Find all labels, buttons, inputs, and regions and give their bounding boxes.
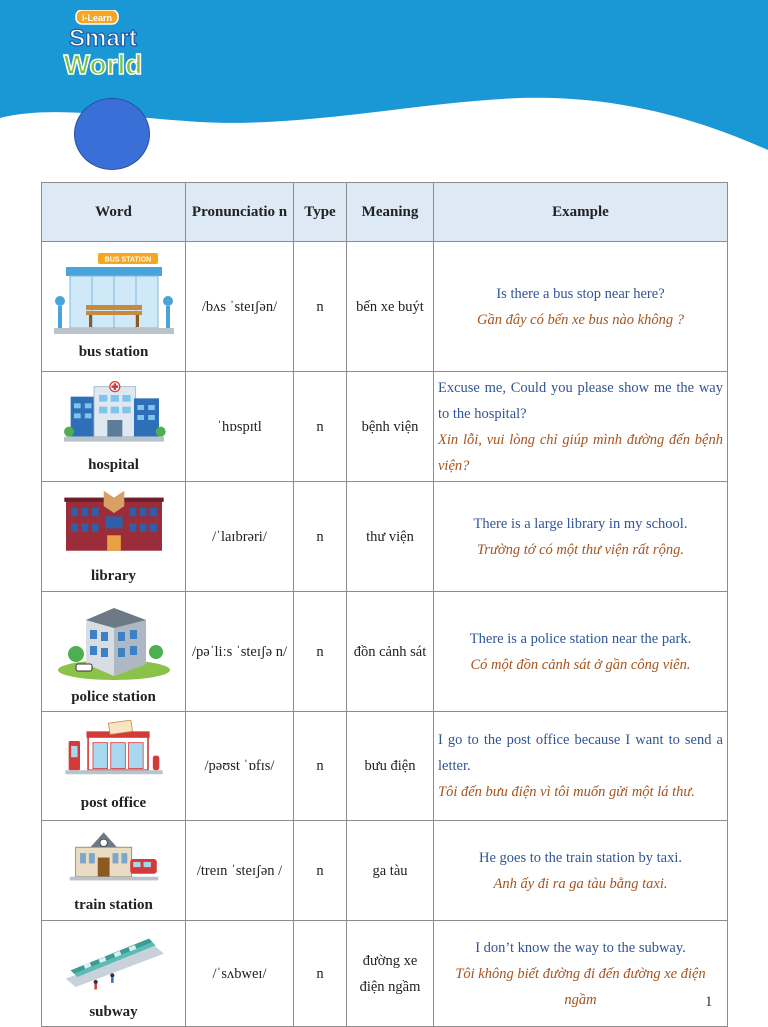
police-station-image	[52, 598, 176, 682]
header-word: Word	[42, 183, 186, 242]
example-cell	[434, 482, 728, 592]
word-label: library	[91, 567, 136, 584]
type-cell: n	[294, 242, 347, 372]
header-meaning: Meaning	[347, 183, 434, 242]
example-english: I don’t know the way to the subway.	[475, 939, 686, 956]
svg-text:World: World	[63, 49, 143, 80]
blue-circle-decoration	[74, 98, 150, 170]
example-vietnamese: Anh ấy đi ra ga tàu bằng taxi.	[493, 875, 668, 892]
meaning-cell: đồn cảnh sát	[347, 592, 434, 712]
example-vietnamese: Gần đây có bến xe bus nào không ?	[477, 311, 684, 328]
example-vietnamese: Xin lỗi, vui lòng chỉ giúp mình đường đến bệnh viện?	[438, 431, 723, 474]
header-type: Type	[294, 183, 347, 242]
word-cell	[42, 242, 186, 372]
pronunciation-cell: /ˈsʌbweɪ/	[186, 921, 294, 1027]
pronunciation-cell: /ˈlaɪbrəri/	[186, 482, 294, 592]
type-cell: n	[294, 921, 347, 1027]
example-cell	[434, 921, 728, 1027]
example-cell	[434, 242, 728, 372]
train-station-image	[52, 828, 176, 890]
meaning-cell: ga tàu	[347, 821, 434, 921]
table-row	[42, 482, 728, 592]
page-number: 1	[705, 994, 713, 1010]
header-example: Example	[434, 183, 728, 242]
type-cell: n	[294, 592, 347, 712]
pronunciation-cell: /bʌs ˈsteɪʃən/	[186, 242, 294, 372]
meaning-cell: bưu điện	[347, 712, 434, 821]
bus-station-image	[52, 253, 176, 337]
table-row	[42, 921, 728, 1027]
example-vietnamese: Có một đồn cảnh sát ở gần công viên.	[470, 656, 691, 673]
meaning-cell: đường xe điện ngầm	[347, 921, 434, 1027]
example-english: There is a large library in my school.	[473, 515, 688, 532]
word-cell	[42, 482, 186, 592]
example-english: Excuse me, Could you please show me the way to the hospital?	[438, 379, 723, 422]
word-label: police station	[71, 688, 156, 705]
word-label: train station	[74, 896, 153, 913]
pronunciation-cell: ˈhɒspɪtl	[186, 372, 294, 482]
pronunciation-cell: /treɪn ˈsteɪʃən /	[186, 821, 294, 921]
type-cell: n	[294, 372, 347, 482]
example-cell	[434, 372, 728, 482]
example-cell	[434, 821, 728, 921]
word-cell	[42, 921, 186, 1027]
bus-station-sign-text: BUS STATION	[104, 256, 151, 263]
example-vietnamese: Tôi đến bưu điện vì tôi muốn gửi một lá thư.	[438, 784, 695, 800]
word-label: bus station	[78, 343, 149, 360]
example-cell	[434, 592, 728, 712]
example-english: He goes to the train station by taxi.	[479, 849, 682, 866]
smart-world-logo	[48, 10, 158, 84]
word-label: post office	[80, 795, 147, 811]
svg-text:i-Learn: i-Learn	[81, 13, 113, 23]
pronunciation-cell: /pəˈliːs ˈsteɪʃə n/	[186, 592, 294, 712]
subway-image	[52, 927, 176, 997]
vocabulary-table	[41, 182, 728, 1027]
type-cell: n	[294, 821, 347, 921]
word-cell	[42, 712, 186, 821]
word-cell	[42, 372, 186, 482]
table-row	[42, 372, 728, 482]
post-office-image	[52, 720, 176, 788]
example-english: There is a police station near the park.	[469, 630, 692, 647]
meaning-cell: bệnh viện	[347, 372, 434, 482]
table-row	[42, 821, 728, 921]
table-header-row	[42, 183, 728, 242]
library-image	[52, 489, 176, 561]
word-cell	[42, 592, 186, 712]
table-row	[42, 712, 728, 821]
word-label: subway	[89, 1003, 138, 1020]
example-english: Is there a bus stop near here?	[496, 285, 665, 302]
example-vietnamese: Trường tớ có một thư viện rất rộng.	[477, 541, 684, 558]
type-cell: n	[294, 712, 347, 821]
type-cell: n	[294, 482, 347, 592]
table-row	[42, 242, 728, 372]
pronunciation-cell: /pəʊst ˈɒfɪs/	[186, 712, 294, 821]
hospital-image	[52, 380, 176, 450]
header-pronunciation: Pronunciatio n	[186, 183, 294, 242]
meaning-cell: thư viện	[347, 482, 434, 592]
word-label: hospital	[88, 456, 139, 473]
example-vietnamese: Tôi không biết đường đi đến đường xe điện ngầm	[455, 965, 706, 1008]
example-english: I go to the post office because I want to send a letter.	[438, 732, 723, 774]
table-row	[42, 592, 728, 712]
svg-text:Smart: Smart	[68, 25, 138, 52]
meaning-cell: bến xe buýt	[347, 242, 434, 372]
word-cell	[42, 821, 186, 921]
example-cell	[434, 712, 728, 821]
